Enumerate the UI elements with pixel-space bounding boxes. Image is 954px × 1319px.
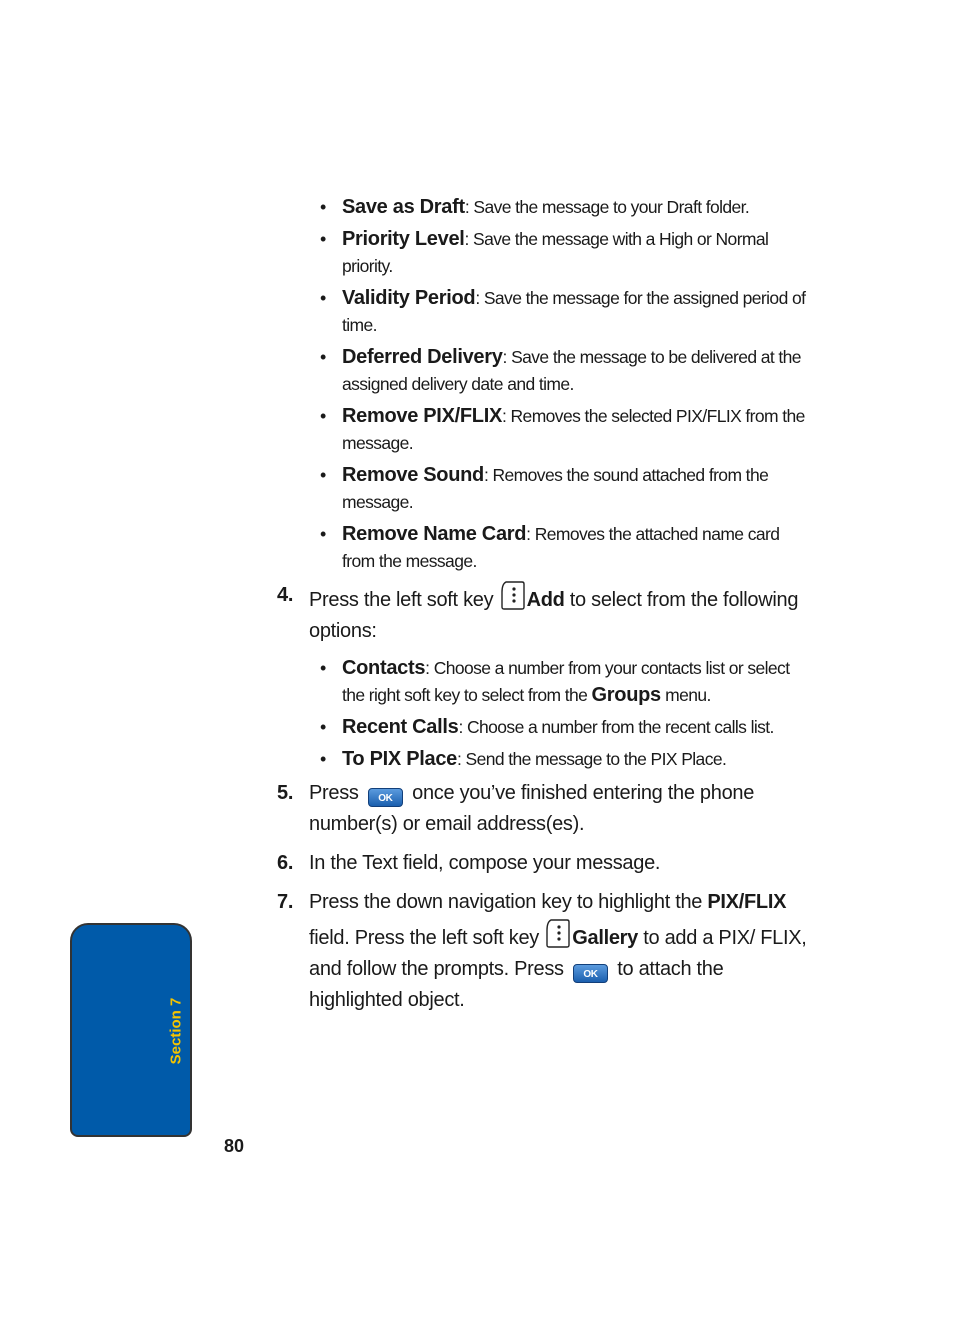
step-4: 4. Press the left soft key Add to select from the following options: [270, 580, 810, 647]
list-item: • Contacts: Choose a number from your contacts list or select the right soft key to select from the Groups menu. [320, 657, 790, 706]
add-options-list [270, 655, 810, 773]
step-number: 4. [277, 584, 294, 606]
list-item: • Validity Period: Save the message for the assigned period of time. [320, 287, 806, 335]
list-item: • Deferred Delivery: Save the message to be delivered at the assigned delivery date and time. [320, 346, 801, 394]
ok-key-icon: OK [368, 788, 403, 807]
option-desc: : Removes the attached name card from the message. [342, 524, 780, 571]
option-desc: : Save the message for the assigned period of time. [342, 288, 806, 335]
ok-key-icon: OK [573, 964, 608, 983]
option-term: Priority Level [342, 228, 465, 250]
option-term: Remove Name Card [342, 523, 527, 545]
step-7: 7. Press the down navigation key to highlight the PIX/FLIX field. Press the left soft key Gallery to add a PIX/ FLIX, and follow the prompts. Press OK to attach the highlighted object. [270, 887, 810, 1016]
step-5: 5. Press OK once you’ve finished entering the phone number(s) or email address(es). [270, 778, 810, 840]
option-term: Recent Calls [342, 716, 459, 738]
step-number: 6. [277, 852, 294, 874]
option-term: Remove Sound [342, 464, 484, 486]
list-item: • Priority Level: Save the message with a High or Normal priority. [320, 228, 769, 276]
section-tab-label: Section 7 [167, 997, 185, 1065]
left-soft-key-icon [501, 580, 525, 610]
list-item: • Save as Draft: Save the message to your Draft folder. [320, 196, 750, 218]
option-desc: : Save the message to be delivered at the assigned delivery date and time. [342, 347, 801, 394]
option-desc: : Save the message with a High or Normal priority. [342, 229, 769, 276]
option-term: Validity Period [342, 287, 476, 309]
option-term: Deferred Delivery [342, 346, 503, 368]
option-desc: : Removes the selected PIX/FLIX from the message. [342, 406, 805, 453]
option-term: Save as Draft [342, 196, 465, 218]
left-soft-key-icon [546, 918, 570, 948]
options-list [270, 194, 810, 575]
step-number: 7. [277, 891, 294, 913]
page-content [270, 194, 810, 1024]
option-term: Contacts [342, 657, 426, 679]
option-term: To PIX Place [342, 748, 457, 770]
option-desc: : Removes the sound attached from the message. [342, 465, 769, 512]
option-term: Remove PIX/FLIX [342, 405, 502, 427]
list-item: • Remove PIX/FLIX: Removes the selected PIX/FLIX from the message. [320, 405, 805, 453]
page-number: 80 [224, 1136, 245, 1156]
step-6: 6. In the Text field, compose your message. [270, 848, 810, 879]
list-item: • Remove Sound: Removes the sound attached from the message. [320, 464, 769, 512]
step-number: 5. [277, 782, 294, 804]
list-item: • To PIX Place: Send the message to the PIX Place. [320, 748, 727, 770]
list-item: • Remove Name Card: Removes the attached name card from the message. [320, 523, 780, 571]
option-desc: : Save the message to your Draft folder. [464, 197, 750, 217]
list-item: • Recent Calls: Choose a number from the recent calls list. [320, 716, 774, 738]
